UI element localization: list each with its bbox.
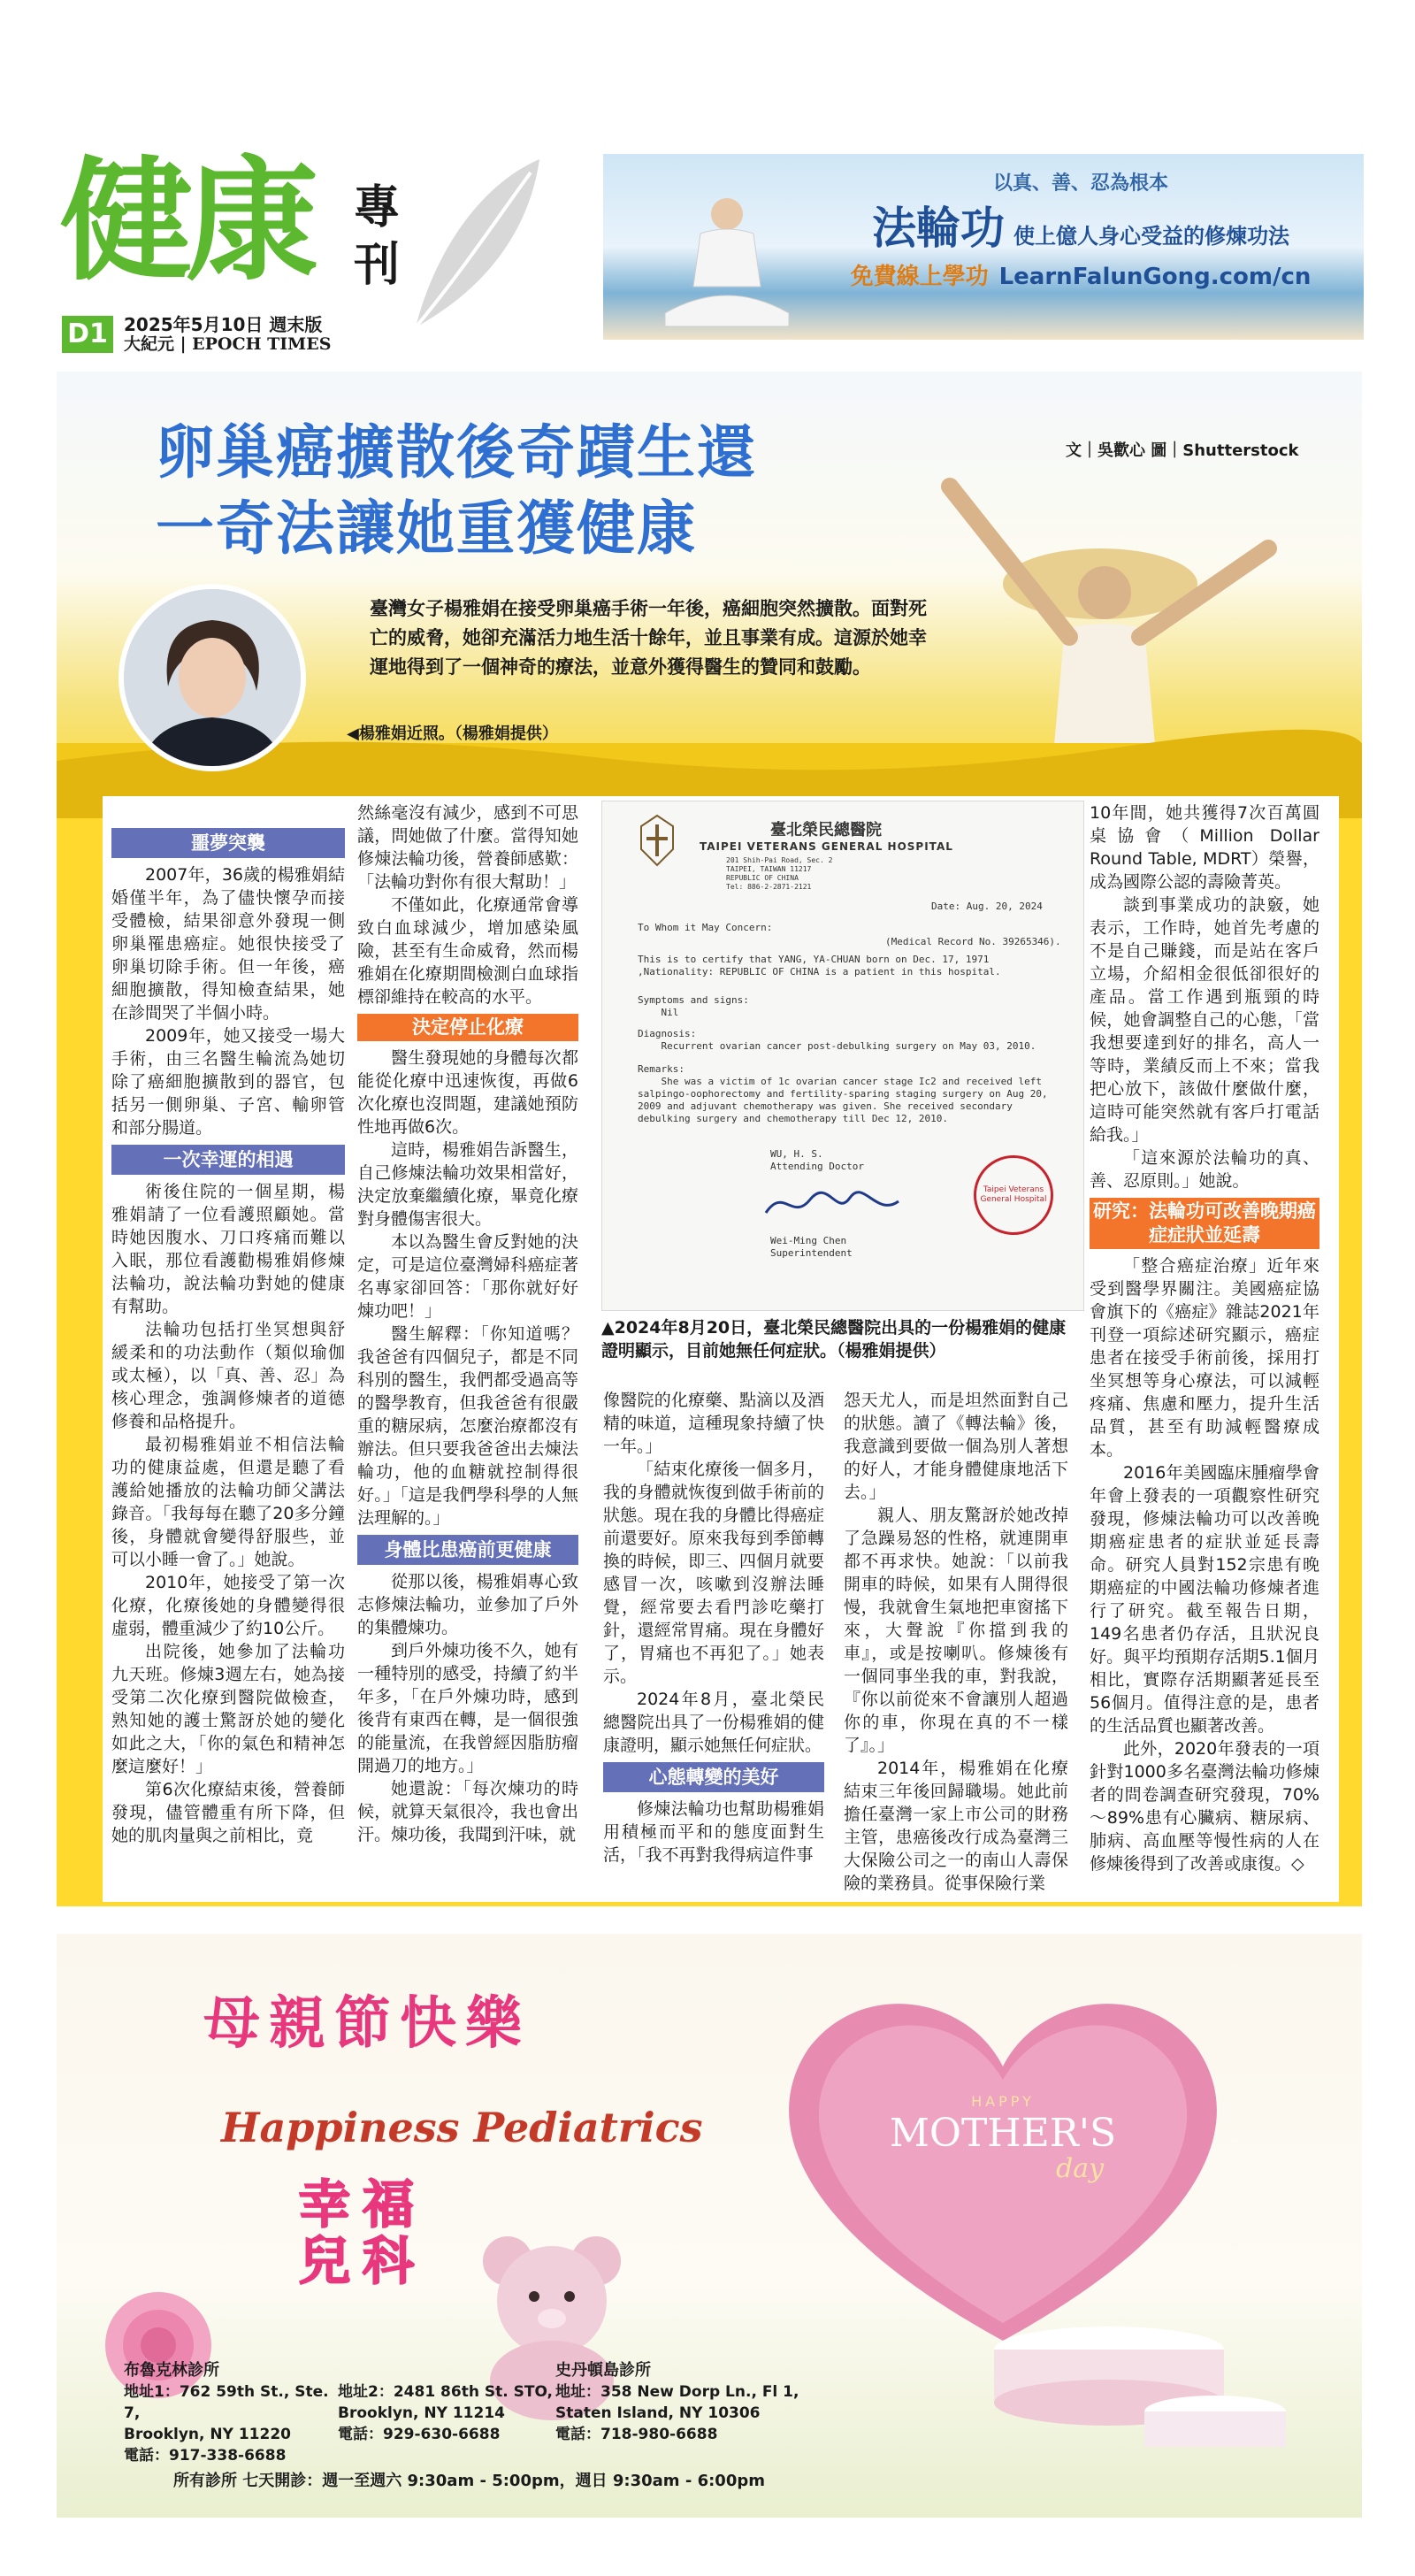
subhead-nightmare: 噩夢突襲 <box>111 828 345 858</box>
banner-title <box>833 193 1328 257</box>
paragraph: 醫生發現她的身體每次都能從化療中迅速恢復，再做6次化療也沒問題，建議她預防性地再做6次。 <box>357 1048 578 1137</box>
headline-line-2: 一奇法讓她重獲健康 <box>156 494 697 563</box>
column-5 <box>1090 801 1319 1875</box>
banner-main-title: 法輪功 <box>872 202 1005 254</box>
paragraph: 醫生解釋：「你知道嗎？我爸爸有四個兒子，都是不同科別的醫生，我們都受過高等的醫學教育，但我爸爸有很嚴重的糖尿病，怎麼治療都沒有辦法。但只要我爸爸出去煉法輪功，他的血糖就控制得很好。」「這是我們學科學的人無法理解的。」 <box>357 1324 578 1528</box>
doc-superintendent: Wei-Ming Chen Superintendent <box>770 1235 853 1259</box>
brooklyn-clinic-1 <box>124 2360 345 2466</box>
doc-certify: This is to certify that YANG, YA-CHUAN born on Dec. 17, 1971 ,Nationality: REPUBLIC OF CHINA is a patient in this hospital. <box>638 954 1001 978</box>
section-title: 健康 <box>60 143 312 299</box>
doc-diagnosis: Diagnosis: Recurrent ovarian cancer post-debulking surgery on May 03, 2010. <box>638 1028 1036 1052</box>
falun-gong-banner-ad[interactable] <box>603 154 1364 340</box>
clinic-zh-line-2: 兒科 <box>299 2231 427 2291</box>
banner-tagline: 以真、善、忍為根本 <box>992 172 1168 195</box>
paragraph: 「整合癌症治療」近年來受到醫學界關注。美國癌症協會旗下的《癌症》雜誌2021年刊登一項綜述研究顯示，癌症患者在接受手術前後，採用打坐冥想等身心療法，可以減輕疼痛、焦慮和壓力，提升生活品質，甚至有助減輕醫療成本。 <box>1090 1256 1319 1460</box>
podium-icon <box>976 2314 1295 2465</box>
doc-hospital-zh: 臺北榮民總醫院 <box>770 821 882 840</box>
paper-name: 大紀元 | EPOCH TIMES <box>124 334 332 354</box>
paragraph: 談到事業成功的訣竅，她表示，工作時，她首先考慮的不是自己賺錢，而是站在客戶立場，介紹相金很低卻很好的產品。當工作遇到瓶頸的時候，她會調整自己的心態，「當我想要達到好的排名，高人一等時，業績反而上不來；當我把心放下，該做什麼做什麼，這時可能突然就有客戶打電話給我。」 <box>1090 895 1319 1145</box>
hospital-emblem-icon <box>639 814 675 867</box>
addr1-tel[interactable]: 電話：917-338-6688 <box>124 2447 287 2465</box>
paragraph: 術後住院的一個星期，楊雅娟請了一位看護照顧她。當時她因腹水、刀口疼痛而難以入眠，那位看護勸楊雅娟修煉法輪功，說法輪功對她的健康有幫助。 <box>111 1182 345 1316</box>
paragraph: 本以為醫生會反對她的決定，可是這位臺灣婦科癌症著名專家卻回答：「那你就好好煉功吧！」 <box>357 1232 578 1321</box>
paragraph: 像醫院的化療藥、點滴以及酒精的味道，這種現象持續了快一年。」 <box>603 1391 824 1456</box>
paragraph: 第6次化療結束後，營養師發現，儘管體重有所下降，但她的肌肉量與之前相比，竟 <box>111 1780 345 1845</box>
headline <box>156 414 952 566</box>
doc-record: (Medical Record No. 39265346). <box>885 936 1061 947</box>
signature-icon <box>761 1182 903 1226</box>
paragraph: 然絲毫沒有減少，感到不可思議，問她做了什麼。當得知她修煉法輪功後，營養師感歎：「法輪功對你有很大幫助！」 <box>357 803 578 892</box>
health-certificate-image <box>601 801 1084 1311</box>
portrait-photo <box>119 584 306 771</box>
lead-paragraph: 臺灣女子楊雅娟在接受卵巢癌手術一年後，癌細胞突然擴散。面對死亡的威脅，她卻充滿活力地生活十餘年，並且事業有成。這源於她幸運地得到了一個神奇的療法，並意外獲得醫生的贊同和鼓勵。 <box>370 598 927 678</box>
person-icon <box>124 589 301 766</box>
paragraph: 親人、朋友驚訝於她改掉了急躁易怒的性格，就連開車都不再求快。她說：「以前我開車的時候，如果有人開得很慢，我就會生氣地把車窗搖下來，大聲說『你擋到我的車』，或是按喇叭。修煉後有一個同事坐我的車，對我說，『你以前從來不會讓別人超過你的車，你現在真的不一樣了』。」 <box>844 1506 1068 1755</box>
addr2-line1: 地址2：2481 86th St. STO, <box>338 2383 553 2401</box>
banner-free-label: 免費線上學功 <box>850 264 989 290</box>
paragraph: 法輪功包括打坐冥想與舒緩柔和的功法動作（類似瑜伽或太極），以「真、善、忍」為核心理念，強調修煉者的道德修養和品格提升。 <box>111 1320 345 1431</box>
doc-date: Date: Aug. 20, 2024 <box>931 901 1043 912</box>
column-1 <box>111 823 345 1847</box>
paragraph: 2010年，她接受了第一次化療，化療後她的身體變得很虛弱，體重減少了約10公斤。 <box>111 1573 345 1638</box>
paragraph: 這時，楊雅娟告訴醫生，自己修煉法輪功效果相當好，決定放棄繼續化療，畢竟化療對身體傷害很大。 <box>357 1140 578 1229</box>
paragraph: 修煉法輪功也幫助楊雅娟用積極而平和的態度面對生活，「我不再對我得病這件事 <box>603 1799 824 1865</box>
leaf-icon <box>398 150 548 336</box>
paragraph: 2009年，她又接受一場大手術，由三名醫生輪流為她切除了癌細胞擴散到的器官，包括另一側卵巢、子宮、輸卵管和部分腸道。 <box>111 1026 345 1138</box>
si-line1: 地址：358 New Dorp Ln., Fl 1, <box>555 2383 799 2401</box>
paragraph: 2016年美國臨床腫瘤學會年會上發表的一項觀察性研究發現，修煉法輪功可以改善晚期癌症患者的症狀並延長壽命。研究人員對152宗患有晚期癌症的中國法輪功修煉者進行了研究。截至報告日期，149名患者仍存活，且狀況良好。與平均預期存活期5.1個月相比，實際存活期顯著延長至56個月。值得注意的是，患者的生活品質也顯著改善。 <box>1090 1463 1319 1736</box>
doc-salute: To Whom it May Concern: <box>638 922 773 933</box>
paragraph: 最初楊雅娟並不相信法輪功的健康益處，但還是聽了看護給她播放的法輪功師父講法錄音。「我每每在聽了20多分鐘後，身體就會變得舒服些，並可以小睡一會了。」她說。 <box>111 1435 345 1569</box>
banner-url-link[interactable]: LearnFalunGong.com/cn <box>998 264 1312 290</box>
brooklyn-clinic-2 <box>338 2381 559 2445</box>
doc-symptoms: Symptoms and signs: Nil <box>638 994 749 1018</box>
paragraph: 「這來源於法輪功的真、善、忍原則。」她說。 <box>1090 1148 1319 1191</box>
hospital-stamp <box>974 1155 1053 1235</box>
addr2-line2: Brooklyn, NY 11214 <box>338 2404 505 2422</box>
paragraph: 出院後，她參加了法輪功九天班。修煉3週左右，她為接受第二次化療到醫院做檢查，熟知她的護士驚訝於她的變化如此之大，「你的氣色和精神怎麼這麼好！」 <box>111 1642 345 1776</box>
stamp-text: Taipei Veterans General Hospital <box>980 1185 1047 1204</box>
paragraph: 10年間，她共獲得7次百萬圓桌協會（Million Dollar Round Table, MDRT）榮譽，成為國際公認的壽險菁英。 <box>1090 803 1319 892</box>
ad-clinic-name-en: Happiness Pediatrics <box>221 2104 703 2151</box>
paragraph: 「結束化療後一個多月，我的身體就恢復到做手術前的狀態。現在我的身體比得癌症前還要好。原來我每到季節轉換的時候，即三、四個月就要感冒一次，咳嗽到沒辦法睡覺，經常要去看門診吃藥打針，還經常胃痛。現在身體好了，胃痛也不再犯了。」她表示。 <box>603 1460 824 1686</box>
paragraph: 2014年，楊雅娟在化療結束三年後回歸職場。她此前擔任臺灣一家上市公司的財務主管，患癌後改行成為臺灣三大保險公司之一的南山人壽保險的業務員。從事保險行業 <box>844 1759 1068 1893</box>
addr1-line2: Brooklyn, NY 11220 <box>124 2426 291 2443</box>
headline-line-1: 卵巢癌擴散後奇蹟生還 <box>156 418 757 487</box>
portrait-caption: ◀楊雅娟近照。（楊雅娟提供） <box>347 724 558 743</box>
column-2 <box>357 801 578 1846</box>
subhead-stop-chemo: 決定停止化療 <box>357 1014 578 1041</box>
si-line2: Staten Island, NY 10306 <box>555 2404 761 2422</box>
paragraph: 不僅如此，化療通常會導致白血球減少，增加感染風險，甚至有生命威脅，然而楊雅娟在化療期間檢測白血球指標卻維持在較高的水平。 <box>357 895 578 1007</box>
heart-happy: HAPPY <box>971 2093 1035 2110</box>
addr1-line1: 地址1：762 59th St., Ste. 7, <box>124 2383 329 2422</box>
doc-hospital-en: TAIPEI VETERANS GENERAL HOSPITAL <box>700 840 953 853</box>
column-4 <box>844 1389 1068 1895</box>
paragraph: 2007年，36歲的楊雅娟結婚僅半年，為了儘快懷孕而接受體檢，結果卻意外發現一側卵巢罹患癌症。她很快接受了卵巢切除手術。但一年後，癌細胞擴散，得知檢查結果，她在診間哭了半個小時。 <box>111 865 345 1023</box>
addr2-tel[interactable]: 電話：929-630-6688 <box>338 2426 501 2443</box>
section-tag-2: 刊 <box>354 239 401 292</box>
subhead-research: 研究：法輪功可改善晚期癌症症狀並延壽 <box>1090 1198 1319 1249</box>
paragraph: 怨天尤人，而是坦然面對自己的狀態。讀了《轉法輪》後，我意識到要做一個為別人著想的好人，才能身體健康地活下去。」 <box>844 1391 1068 1502</box>
si-tel[interactable]: 電話：718-980-6688 <box>555 2426 718 2443</box>
brooklyn-title: 布魯克林診所 <box>124 2361 219 2380</box>
ad-title: 母親節快樂 <box>203 1990 531 2057</box>
section-tag-1: 專 <box>354 181 401 234</box>
heart-mothers: MOTHER'S <box>889 2111 1117 2156</box>
clinic-zh-line-1: 幸福 <box>299 2174 427 2235</box>
si-title: 史丹頓島診所 <box>555 2361 651 2380</box>
clinic-hours: 所有診所 七天開診：週一至週六 9:30am - 5:00pm，週日 9:30am - 6:00pm <box>173 2472 765 2490</box>
subhead-mindset: 心態轉變的美好 <box>603 1762 824 1792</box>
doc-remarks: Remarks: She was a victim of 1c ovarian cancer stage Ic2 and received left salpingo-oophorectomy and fertility-sparing staging surgery on Aug 20, 2009 and adjuvant chemotherapy was given. She received secondary debulking surgery and chemotherapy till Dec 12, 2010. <box>638 1063 1048 1124</box>
byline: 文｜吳歡心 圖｜Shutterstock <box>1066 441 1299 460</box>
staten-island-clinic <box>555 2360 821 2445</box>
heart-day: day <box>1056 2153 1105 2184</box>
subhead-healthier: 身體比患癌前更健康 <box>357 1535 578 1565</box>
banner-cta[interactable] <box>833 258 1328 291</box>
meditation-figure-icon <box>639 180 815 340</box>
doc-address: 201 Shih-Pai Road, Sec. 2 TAIPEI, TAIWAN 11217 REPUBLIC OF CHINA Tel: 886-2-2871-2121 <box>726 856 833 891</box>
doc-doctor: WU, H. S. Attending Doctor <box>770 1148 864 1172</box>
ad-clinic-name-zh <box>299 2176 440 2289</box>
paragraph: 到戶外煉功後不久，她有一種特別的感受，持續了約半年多，「在戶外煉功時，感到後背有東西在轉，是一個很強的能量流，在我曾經因脂肪瘤開過刀的地方。」 <box>357 1641 578 1775</box>
paragraph: 2024年8月，臺北榮民總醫院出具了一份楊雅娟的健康證明，顯示她無任何症狀。 <box>603 1690 824 1755</box>
banner-subtitle: 使上億人身心受益的修煉功法 <box>1013 223 1289 249</box>
paragraph: 此外，2020年發表的一項針對1000多名臺灣法輪功修煉者的問卷調查研究發現，70%～89%患有心臟病、糖尿病、肺病、高血壓等慢性病的人在修煉後得到了改善或康復。◇ <box>1090 1739 1319 1874</box>
heart-icon <box>755 1969 1251 2358</box>
paragraph: 她還說：「每次煉功的時候，就算天氣很冷，我也會出汗。煉功後，我聞到汗味，就 <box>357 1779 578 1844</box>
paragraph: 從那以後，楊雅娟專心致志修煉法輪功，並參加了戶外的集體煉功。 <box>357 1572 578 1637</box>
document-caption: ▲2024年8月20日，臺北榮民總醫院出具的一份楊雅娟的健康證明顯示，目前她無任何症狀。（楊雅娟提供） <box>601 1318 1067 1361</box>
column-3 <box>603 1389 824 1867</box>
section-number: D1 <box>62 316 113 353</box>
issue-date: 2025年5月10日 週末版 <box>124 314 323 335</box>
subhead-lucky-encounter: 一次幸運的相遇 <box>111 1145 345 1175</box>
